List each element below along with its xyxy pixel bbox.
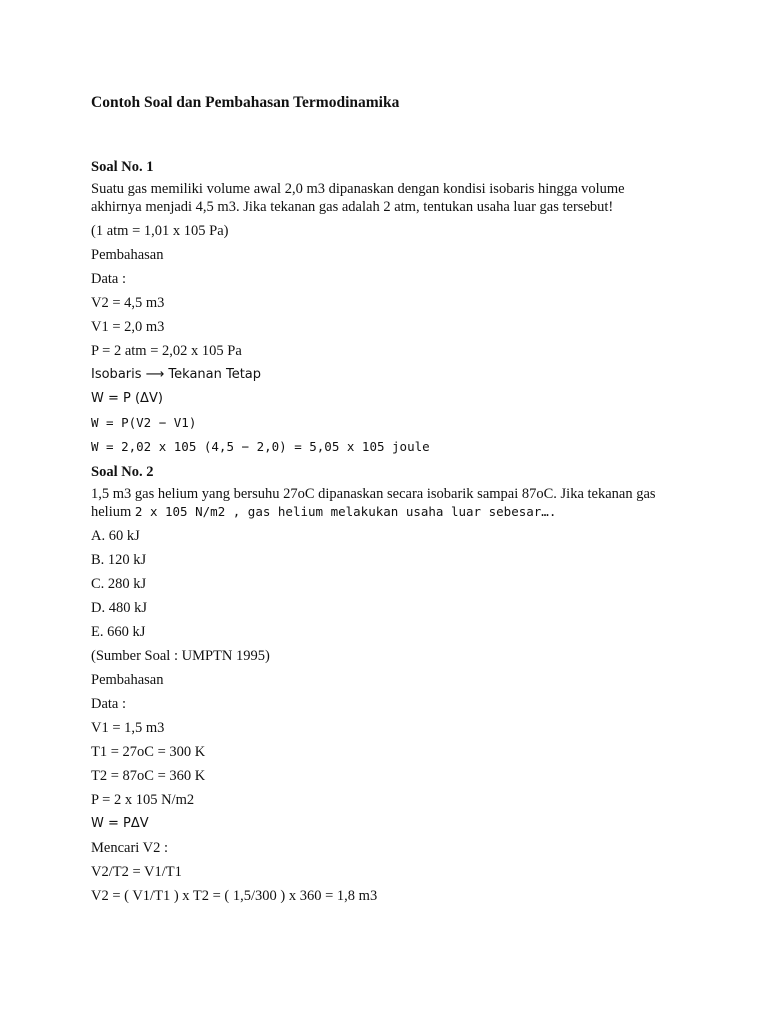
soal-1-w1: W = P (ΔV) xyxy=(91,391,163,406)
soal-1-question-line-1: Suatu gas memiliki volume awal 2,0 m3 dipanaskan dengan kondisi isobaris hingga volume xyxy=(91,181,625,197)
soal-2-question-line-2-b: 2 x 105 N/m2 , gas helium melakukan usaha luar sebesar…. xyxy=(134,504,557,519)
soal-1-pembahasan: Pembahasan xyxy=(91,247,164,263)
soal-1-v1: V1 = 2,0 m3 xyxy=(91,319,165,335)
soal-2-question-line-2-a: helium xyxy=(91,504,135,520)
soal-2-p: P = 2 x 105 N/m2 xyxy=(91,792,195,808)
soal-2-source: (Sumber Soal : UMPTN 1995) xyxy=(91,648,270,664)
soal-2-w: W = PΔV xyxy=(91,816,149,831)
soal-2-calc: V2 = ( V1/T1 ) x T2 = ( 1,5/300 ) x 360 = 1,8 m3 xyxy=(91,888,378,904)
soal-1-heading: Soal No. 1 xyxy=(91,159,154,175)
soal-2-ratio: V2/T2 = V1/T1 xyxy=(91,864,182,880)
document-title: Contoh Soal dan Pembahasan Termodinamika xyxy=(91,94,400,111)
document-page xyxy=(91,93,731,905)
soal-2-t2: T2 = 87oC = 360 K xyxy=(91,768,206,784)
soal-2-heading: Soal No. 2 xyxy=(91,464,154,480)
soal-1-p: P = 2 atm = 2,02 x 105 Pa xyxy=(91,343,242,359)
soal-2-data-label: Data : xyxy=(91,696,127,712)
soal-2-option-a: A. 60 kJ xyxy=(91,528,140,544)
soal-2-option-d: D. 480 kJ xyxy=(91,600,147,616)
soal-1-isobaris: Isobaris ⟶ Tekanan Tetap xyxy=(91,367,262,382)
soal-1-note: (1 atm = 1,01 x 105 Pa) xyxy=(91,223,229,239)
soal-2-option-c: C. 280 kJ xyxy=(91,576,147,592)
soal-2-question-line-1: 1,5 m3 gas helium yang bersuhu 27oC dipanaskan secara isobarik sampai 87oC. Jika tekanan gas xyxy=(91,486,656,502)
soal-1-v2: V2 = 4,5 m3 xyxy=(91,295,165,311)
soal-2-t1: T1 = 27oC = 300 K xyxy=(91,744,206,760)
soal-2-pembahasan: Pembahasan xyxy=(91,672,164,688)
soal-2-option-b: B. 120 kJ xyxy=(91,552,147,568)
soal-1-question-line-2: akhirnya menjadi 4,5 m3. Jika tekanan gas adalah 2 atm, tentukan usaha luar gas tersebut! xyxy=(91,199,614,215)
soal-1-w2: W = P(V2 − V1) xyxy=(91,415,197,430)
soal-2-v1: V1 = 1,5 m3 xyxy=(91,720,165,736)
soal-2-option-e: E. 660 kJ xyxy=(91,624,146,640)
soal-2-question-line-2 xyxy=(91,503,731,521)
soal-1-data-label: Data : xyxy=(91,271,127,287)
soal-2-mencari: Mencari V2 : xyxy=(91,840,169,856)
soal-1-w3: W = 2,02 x 105 (4,5 − 2,0) = 5,05 x 105 joule xyxy=(91,439,430,454)
